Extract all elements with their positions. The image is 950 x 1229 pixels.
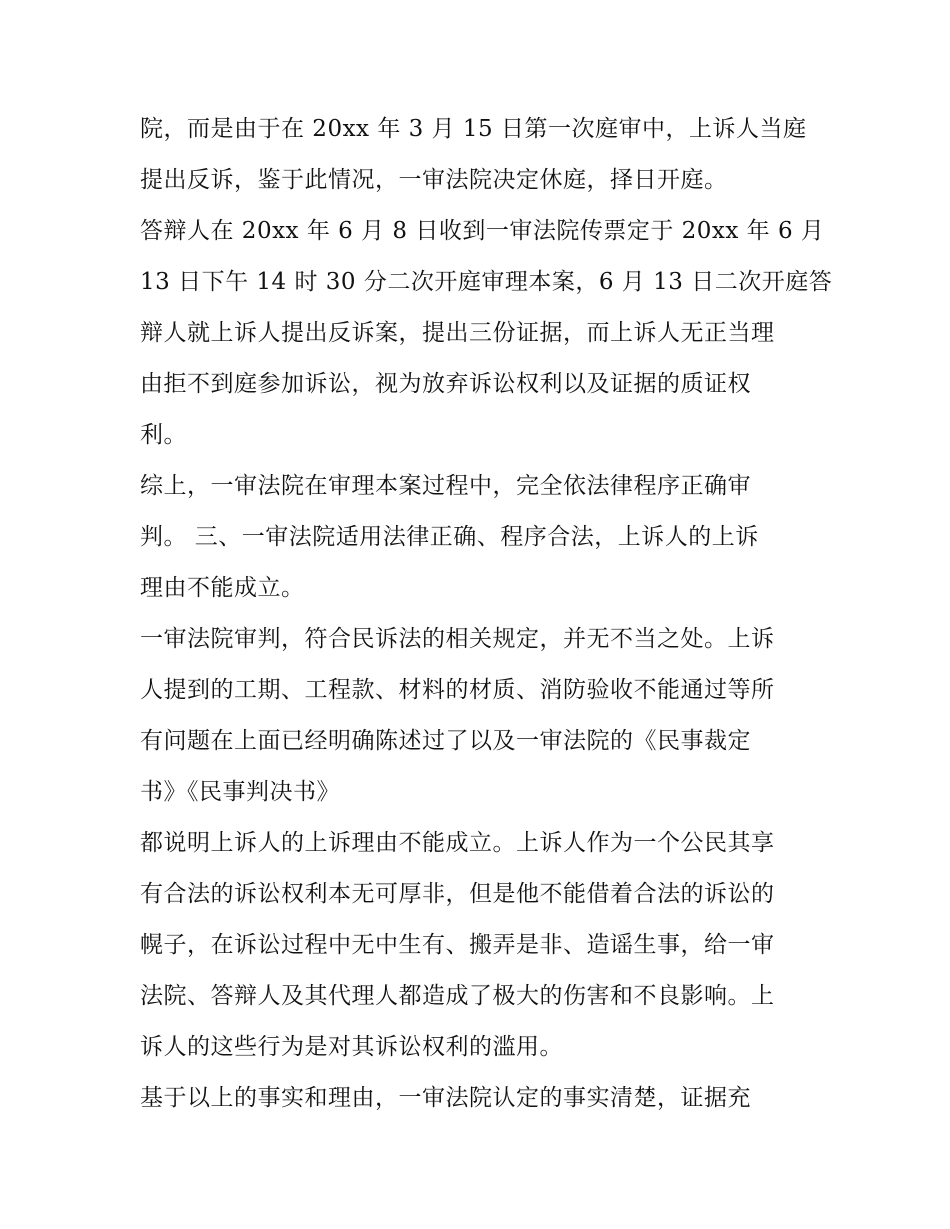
text-line: 综上，一审法院在审理本案过程中，完全依法律程序正确审 — [140, 473, 751, 499]
text-line: 辩人就上诉人提出反诉案，提出三份证据，而上诉人无正当理 — [140, 320, 775, 346]
text-line: 人提到的工期、工程款、材料的材质、消防验收不能通过等所 — [140, 677, 775, 703]
text-line: 答辩人在 20xx 年 6 月 8 日收到一审法院传票定于 20xx 年 6 月 — [140, 218, 825, 244]
text-line: 幌子，在诉讼过程中无中生有、搬弄是非、造谣生事，给一审 — [140, 932, 775, 958]
text-line: 法院、答辩人及其代理人都造成了极大的伤害和不良影响。上 — [140, 983, 775, 1009]
text-line: 书》《民事判决书》 — [140, 779, 340, 805]
text-line: 有合法的诉讼权利本无可厚非，但是他不能借着合法的诉讼的 — [140, 881, 775, 907]
text-line: 诉人的这些行为是对其诉讼权利的滥用。 — [140, 1034, 563, 1060]
text-line: 院，而是由于在 20xx 年 3 月 15 日第一次庭审中，上诉人当庭 — [140, 116, 807, 142]
text-line: 有问题在上面已经明确陈述过了以及一审法院的《民事裁定 — [140, 728, 751, 754]
text-line: 一审法院审判，符合民诉法的相关规定，并无不当之处。上诉 — [140, 626, 775, 652]
text-line: 由拒不到庭参加诉讼，视为放弃诉讼权利以及证据的质证权 — [140, 371, 751, 397]
text-line: 基于以上的事实和理由，一审法院认定的事实清楚，证据充 — [140, 1085, 751, 1111]
text-line: 13 日下午 14 时 30 分二次开庭审理本案，6 月 13 日二次开庭答 — [140, 269, 833, 295]
text-line: 判。 三、一审法院适用法律正确、程序合法，上诉人的上诉 — [140, 524, 759, 550]
text-line: 都说明上诉人的上诉理由不能成立。上诉人作为一个公民其享 — [140, 830, 775, 856]
document-body — [140, 104, 833, 1124]
text-line: 理由不能成立。 — [140, 575, 305, 601]
text-line: 利。 — [140, 422, 187, 448]
text-line: 提出反诉，鉴于此情况，一审法院决定休庭，择日开庭。 — [140, 167, 728, 193]
